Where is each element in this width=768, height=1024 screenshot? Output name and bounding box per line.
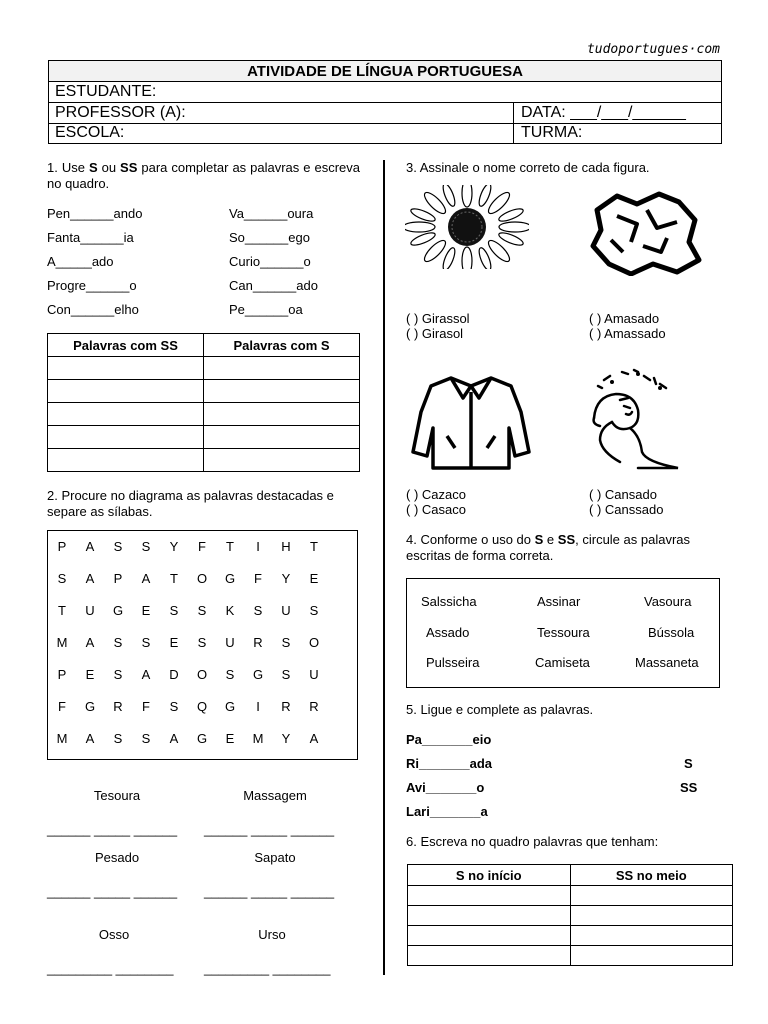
grid-letter[interactable]: Q xyxy=(196,699,208,714)
q1-word: Pen______ando xyxy=(47,206,143,221)
grid-letter[interactable]: S xyxy=(281,667,291,682)
q1-instruction: 1. Use S ou SS para completar as palavras e escreva no quadro. xyxy=(47,160,361,191)
q3-options-jacket xyxy=(406,487,466,517)
grid-letter[interactable]: Y xyxy=(281,731,291,746)
q5-word[interactable]: Avi_______o xyxy=(406,780,485,795)
q5-option-s[interactable]: S xyxy=(684,756,693,771)
q4-word-box xyxy=(406,578,720,688)
grid-letter[interactable]: S xyxy=(113,667,123,682)
syllable-blanks[interactable]: ______ _____ ______ xyxy=(47,884,178,899)
q2-word: Massagem xyxy=(243,788,307,803)
grid-letter[interactable]: T xyxy=(226,539,234,554)
grid-letter[interactable]: S xyxy=(113,539,123,554)
answer-cell[interactable] xyxy=(408,926,571,946)
q4-word[interactable]: Assado xyxy=(426,625,470,640)
school-label: ESCOLA: xyxy=(55,124,125,141)
q1-answer-table xyxy=(47,333,360,472)
q1-word: Can______ado xyxy=(229,278,318,293)
q3-options-sunflower xyxy=(406,311,470,341)
q3-options-tired xyxy=(589,487,663,517)
grid-letter[interactable]: G xyxy=(252,667,264,682)
grid-letter[interactable]: Y xyxy=(169,539,179,554)
tired-person-icon xyxy=(590,366,682,472)
grid-letter[interactable]: T xyxy=(58,603,66,618)
grid-letter[interactable]: U xyxy=(85,603,95,618)
grid-letter[interactable]: S xyxy=(141,539,151,554)
answer-cell[interactable] xyxy=(204,449,360,472)
grid-letter[interactable]: M xyxy=(56,731,68,746)
q3-instruction: 3. Assinale o nome correto de cada figura. xyxy=(406,160,650,175)
grid-letter[interactable]: U xyxy=(225,635,235,650)
grid-letter[interactable]: R xyxy=(113,699,123,714)
grid-letter[interactable]: F xyxy=(198,539,206,554)
grid-letter[interactable]: S xyxy=(57,571,67,586)
grid-letter[interactable]: T xyxy=(310,539,318,554)
word-search-grid[interactable] xyxy=(47,530,358,760)
answer-cell[interactable] xyxy=(204,357,360,380)
q4-instruction: 4. Conforme o uso do S e SS, circule as palavras escritas de forma correta. xyxy=(406,532,691,563)
grid-letter[interactable]: D xyxy=(169,667,179,682)
q2-word: Sapato xyxy=(254,850,296,865)
option-cansado[interactable]: ( ) Cansado xyxy=(589,487,657,502)
grid-letter[interactable]: S xyxy=(225,667,235,682)
grid-letter[interactable]: S xyxy=(197,635,207,650)
q2-instruction: 2. Procure no diagrama as palavras destacadas e separe as sílabas. xyxy=(47,488,334,519)
q5-word[interactable]: Ri_______ada xyxy=(406,756,493,771)
grid-letter[interactable]: A xyxy=(169,731,179,746)
header-separator xyxy=(513,103,514,143)
grid-letter[interactable]: A xyxy=(85,539,95,554)
grid-letter[interactable]: G xyxy=(84,699,96,714)
date-label: DATA: ___/___/______ xyxy=(521,104,686,121)
q4-word[interactable]: Tessoura xyxy=(537,625,590,640)
q1-word: Pe______oa xyxy=(229,302,303,317)
header-box xyxy=(48,60,722,144)
q1-header-ss: Palavras com SS xyxy=(48,334,204,357)
grid-letter[interactable]: G xyxy=(196,731,208,746)
answer-cell[interactable] xyxy=(570,926,733,946)
grid-letter[interactable]: G xyxy=(112,603,124,618)
answer-cell[interactable] xyxy=(204,403,360,426)
grid-letter[interactable]: U xyxy=(309,667,319,682)
grid-letter[interactable]: O xyxy=(196,571,208,586)
answer-cell[interactable] xyxy=(570,886,733,906)
class-label: TURMA: xyxy=(521,124,583,141)
option-canssado[interactable]: ( ) Canssado xyxy=(589,502,664,517)
q5-instruction: 5. Ligue e complete as palavras. xyxy=(406,702,594,717)
q5-word[interactable]: Lari_______a xyxy=(406,804,488,819)
q6-header-s: S no início xyxy=(408,865,571,886)
grid-letter[interactable]: G xyxy=(224,699,236,714)
grid-letter[interactable]: O xyxy=(308,635,320,650)
grid-letter[interactable]: I xyxy=(256,699,260,714)
q4-word[interactable]: Pulsseira xyxy=(426,655,480,670)
worksheet-title: ATIVIDADE DE LÍNGUA PORTUGUESA xyxy=(49,61,721,82)
grid-letter[interactable]: A xyxy=(85,731,95,746)
q6-header-ss: SS no meio xyxy=(570,865,733,886)
q1-word: Con______elho xyxy=(47,302,139,317)
grid-letter[interactable]: M xyxy=(56,635,68,650)
answer-cell[interactable] xyxy=(204,426,360,449)
option-girassol[interactable]: ( ) Girassol xyxy=(406,311,470,326)
grid-letter[interactable]: P xyxy=(57,667,67,682)
grid-letter[interactable]: P xyxy=(113,571,123,586)
option-casaco[interactable]: ( ) Casaco xyxy=(406,502,466,517)
jacket-icon xyxy=(407,372,535,472)
grid-letter[interactable]: M xyxy=(252,731,264,746)
q1-word: Va______oura xyxy=(229,206,314,221)
q1-word: So______ego xyxy=(229,230,310,245)
answer-cell[interactable] xyxy=(48,403,204,426)
option-girasol[interactable]: ( ) Girasol xyxy=(406,326,464,341)
grid-letter[interactable]: A xyxy=(85,635,95,650)
grid-letter[interactable]: S xyxy=(281,635,291,650)
answer-cell[interactable] xyxy=(408,946,571,966)
q1-words-left xyxy=(47,206,197,326)
grid-letter[interactable]: S xyxy=(253,603,263,618)
grid-letter[interactable]: G xyxy=(224,571,236,586)
grid-letter[interactable]: F xyxy=(254,571,262,586)
grid-letter[interactable]: P xyxy=(57,539,67,554)
grid-letter[interactable]: I xyxy=(256,539,260,554)
crumpled-paper-icon xyxy=(587,190,703,276)
q4-word[interactable]: Salssicha xyxy=(421,594,477,609)
answer-cell[interactable] xyxy=(408,906,571,926)
grid-letter[interactable]: F xyxy=(142,699,150,714)
grid-letter[interactable]: K xyxy=(225,603,235,618)
q4-word[interactable]: Bússola xyxy=(648,625,695,640)
grid-letter[interactable]: S xyxy=(169,603,179,618)
q1-word: A_____ado xyxy=(47,254,114,269)
syllable-blanks[interactable]: ______ _____ ______ xyxy=(47,822,178,837)
grid-letter[interactable]: S xyxy=(169,699,179,714)
sunflower-icon xyxy=(405,185,529,269)
q5-word[interactable]: Pa_______eio xyxy=(406,732,492,747)
grid-letter[interactable]: E xyxy=(309,571,319,586)
grid-letter[interactable]: A xyxy=(309,731,319,746)
student-row xyxy=(49,82,721,103)
answer-cell[interactable] xyxy=(48,449,204,472)
grid-letter[interactable]: O xyxy=(196,667,208,682)
site-watermark: tudoportugues·com xyxy=(586,42,720,57)
grid-letter[interactable]: E xyxy=(141,603,151,618)
grid-letter[interactable]: A xyxy=(141,667,151,682)
syllable-blanks[interactable]: ______ _____ ______ xyxy=(204,822,335,837)
q1-word: Curio______o xyxy=(229,254,311,269)
grid-letter[interactable]: U xyxy=(281,603,291,618)
q2-word: Tesoura xyxy=(93,788,141,803)
answer-cell[interactable] xyxy=(570,906,733,926)
grid-letter[interactable]: A xyxy=(85,571,95,586)
answer-cell[interactable] xyxy=(48,426,204,449)
grid-letter[interactable]: R xyxy=(281,699,291,714)
syllable-blanks[interactable]: _________ ________ xyxy=(204,961,331,976)
q4-word[interactable]: Massaneta xyxy=(635,655,699,670)
q4-word[interactable]: Vasoura xyxy=(644,594,692,609)
answer-cell[interactable] xyxy=(48,380,204,403)
grid-letter[interactable]: T xyxy=(170,571,178,586)
q1-word: Progre______o xyxy=(47,278,137,293)
option-amassado[interactable]: ( ) Amassado xyxy=(589,326,666,341)
teacher-label: PROFESSOR (A): xyxy=(55,104,186,121)
option-cazaco[interactable]: ( ) Cazaco xyxy=(406,487,466,502)
option-amasado[interactable]: ( ) Amasado xyxy=(589,311,660,326)
q1-words-right xyxy=(229,206,369,326)
q2-word: Pesado xyxy=(94,850,140,865)
q4-word[interactable]: Camiseta xyxy=(535,655,590,670)
grid-letter[interactable]: Y xyxy=(281,571,291,586)
q4-word[interactable]: Assinar xyxy=(537,594,581,609)
q1-word: Fanta______ia xyxy=(47,230,134,245)
teacher-row xyxy=(49,103,721,124)
grid-letter[interactable]: E xyxy=(85,667,95,682)
grid-letter[interactable]: R xyxy=(253,635,263,650)
column-divider xyxy=(383,160,385,975)
answer-cell[interactable] xyxy=(204,380,360,403)
answer-cell[interactable] xyxy=(48,357,204,380)
grid-letter[interactable]: S xyxy=(113,635,123,650)
grid-letter[interactable]: A xyxy=(141,571,151,586)
grid-letter[interactable]: S xyxy=(197,603,207,618)
q3-options-paper xyxy=(589,311,666,341)
q1-header-s: Palavras com S xyxy=(204,334,360,357)
q5-option-ss[interactable]: SS xyxy=(680,780,698,795)
answer-cell[interactable] xyxy=(408,886,571,906)
grid-letter[interactable]: S xyxy=(309,603,319,618)
q6-answer-table xyxy=(407,864,733,966)
q2-word: Osso xyxy=(98,927,130,942)
q2-word: Urso xyxy=(258,927,286,942)
grid-letter[interactable]: S xyxy=(113,731,123,746)
grid-letter[interactable]: H xyxy=(281,539,291,554)
grid-letter[interactable]: F xyxy=(58,699,66,714)
grid-letter[interactable]: E xyxy=(169,635,179,650)
syllable-blanks[interactable]: ______ _____ ______ xyxy=(204,884,335,899)
grid-letter[interactable]: S xyxy=(141,635,151,650)
grid-letter[interactable]: E xyxy=(225,731,235,746)
syllable-blanks[interactable]: _________ ________ xyxy=(47,961,174,976)
answer-cell[interactable] xyxy=(570,946,733,966)
student-label: ESTUDANTE: xyxy=(55,83,157,100)
school-row xyxy=(49,123,721,143)
grid-letter[interactable]: S xyxy=(141,731,151,746)
q6-instruction: 6. Escreva no quadro palavras que tenham: xyxy=(406,834,659,849)
grid-letter[interactable]: R xyxy=(309,699,319,714)
